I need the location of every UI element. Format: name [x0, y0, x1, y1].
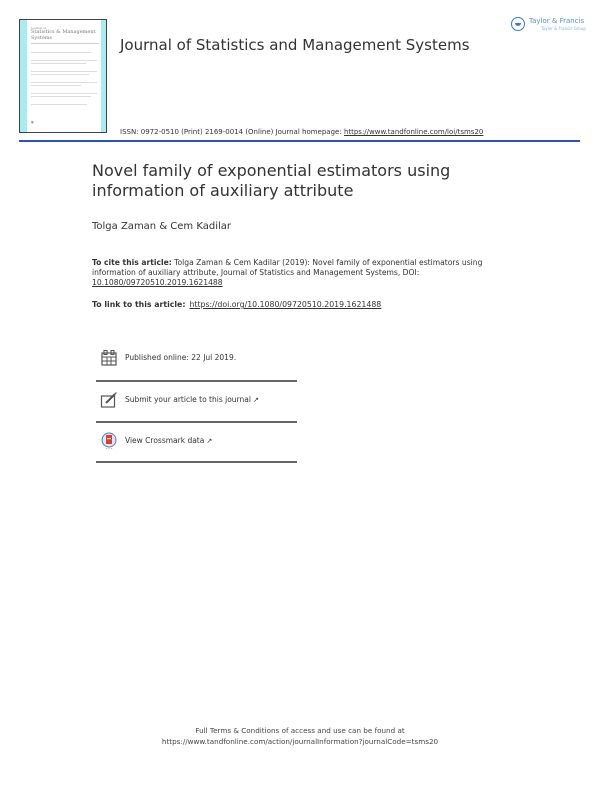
cover-text-line: [31, 93, 97, 94]
article-title: Novel family of exponential estimators using information of auxiliary attribute: [92, 161, 451, 200]
submit-article-link[interactable]: [125, 395, 259, 404]
issn-text: ISSN: 0972-0510 (Print) 2169-0014 (Online) Journal homepage:: [120, 128, 344, 136]
journal-homepage-link[interactable]: https://www.tandfonline.com/loi/tsms20: [343, 128, 484, 136]
cover-text-line: [31, 71, 97, 72]
edit-icon: [100, 391, 118, 409]
crossmark-link[interactable]: [125, 436, 212, 445]
publisher-logo: [511, 17, 591, 37]
journal-cover-image: [19, 19, 107, 133]
calendar-icon: [100, 349, 118, 367]
cover-divider: [31, 43, 99, 44]
cover-text-line: [31, 96, 91, 97]
cover-small-label: Journal of: [31, 26, 46, 30]
citation-block: [92, 258, 512, 288]
article-authors: Tolga Zaman & Cem Kadilar: [92, 221, 232, 232]
cover-text-line: [31, 104, 87, 105]
article-doi-link[interactable]: https://doi.org/10.1080/09720510.2019.1621488: [189, 300, 382, 309]
crossmark-row[interactable]: [96, 423, 297, 461]
cover-text-line: [31, 85, 81, 86]
terms-footer: [0, 725, 600, 747]
published-row: [96, 340, 297, 378]
cover-text-line: [31, 63, 86, 64]
article-link-line: [92, 300, 381, 309]
terms-text: Full Terms & Conditions of access and use can be found at: [195, 726, 405, 735]
submit-article-label: Submit your article to this journal: [125, 395, 251, 404]
published-date: Published online: 22 Jul 2019.: [125, 353, 237, 362]
publisher-logo-icon: [511, 17, 525, 31]
svg-text:• • •: • • •: [105, 446, 113, 450]
issn-line: [120, 128, 483, 136]
crossmark-label: View Crossmark data: [125, 436, 205, 445]
cite-text: Tolga Zaman & Cem Kadilar (2019): Novel family of exponential estimators using information of auxiliary attribute, Journal of Statistics and Management Systems, DOI:: [92, 258, 483, 277]
terms-link[interactable]: https://www.tandfonline.com/action/journalInformation?journalCode=tsms20: [161, 737, 439, 746]
cover-text-line: [31, 74, 89, 75]
cover-accent-strip: [101, 20, 106, 132]
crossmark-icon: [100, 432, 118, 450]
cover-accent-strip: [20, 20, 27, 132]
info-divider: [96, 461, 297, 463]
cover-title: Statistics & Management Systems: [31, 29, 96, 41]
header-divider: [19, 140, 580, 142]
cover-text-line: [31, 52, 91, 53]
link-label: To link to this article:: [92, 300, 186, 309]
publisher-name: Taylor & Francis: [529, 17, 585, 25]
journal-title: Journal of Statistics and Management Systems: [120, 36, 470, 54]
publisher-subname: Taylor & Francis Group: [541, 26, 586, 31]
submit-article-row[interactable]: [96, 382, 297, 420]
cover-text-line: [31, 60, 97, 61]
external-link-icon: ↗: [252, 396, 259, 404]
cover-publisher-mark: ●: [31, 120, 34, 124]
cover-text-line: [31, 82, 97, 83]
cite-doi-link[interactable]: 10.1080/09720510.2019.1621488: [92, 278, 223, 287]
external-link-icon: ↗: [206, 437, 213, 445]
cite-label: To cite this article:: [92, 258, 172, 267]
